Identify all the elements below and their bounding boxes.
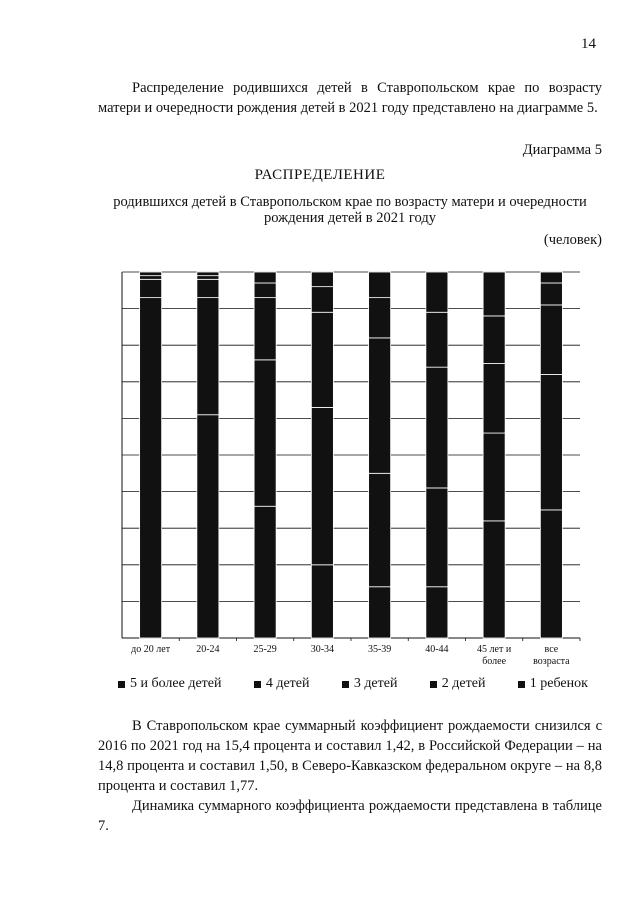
page-number: 14: [581, 36, 596, 52]
bar-segment: [311, 565, 333, 638]
summary-paragraph-table-ref: Динамика суммарного коэффициента рождаемости представлена в таблице 7.: [98, 798, 602, 834]
chart-legend: [118, 676, 588, 692]
x-tick-label: 40-44: [425, 644, 449, 655]
legend-label: 4 детей: [265, 676, 310, 691]
x-tick-label: 35-39: [367, 644, 392, 655]
legend-item: [342, 676, 398, 692]
x-tick-label: возраста: [533, 656, 570, 667]
bar-segment: [311, 407, 333, 564]
bar-segment: [197, 415, 219, 638]
legend-label: 3 детей: [353, 676, 398, 691]
bar-segment: [369, 587, 391, 638]
diagram-label: Диаграмма 5: [522, 142, 602, 158]
x-tick-label: 25-29: [253, 644, 277, 655]
bar-segment: [140, 276, 162, 280]
bar-segment: [426, 272, 448, 312]
bar-segment: [254, 360, 276, 506]
bar-segment: [254, 272, 276, 283]
x-tick-label: 45 лет и: [477, 644, 512, 655]
bar-segment: [483, 272, 505, 316]
legend-swatch-icon: [430, 681, 437, 688]
bar-segment: [483, 364, 505, 434]
bar-segment: [540, 305, 562, 375]
legend-swatch-icon: [342, 681, 349, 688]
legend-item: [118, 676, 222, 692]
bar-segment: [426, 587, 448, 638]
bar-segment: [311, 312, 333, 407]
intro-paragraph: Распределение родившихся детей в Ставропольском крае по возрасту матери и очередности рождения детей в 2021 году представлено на диаграмме 5.: [98, 80, 602, 116]
legend-label: 5 и более детей: [130, 676, 222, 691]
x-tick-label: 20-24: [196, 644, 220, 655]
bar-segment: [197, 276, 219, 280]
bar-segment: [540, 374, 562, 509]
chart-units: (человек): [543, 232, 602, 248]
x-tick-label: 30-34: [310, 644, 335, 655]
bar-segment: [426, 312, 448, 367]
legend-item: [254, 676, 310, 692]
bar-segment: [254, 283, 276, 298]
x-tick-labels: [131, 644, 570, 667]
bar-segment: [369, 473, 391, 586]
bar-segment: [311, 272, 333, 287]
bar-segment: [369, 338, 391, 473]
summary-paragraph: В Ставропольском крае суммарный коэффициент рождаемости снизился с 2016 по 2021 год на 15,4 процента и составил 1,42, в Российской Федерации – на 14,8 процента и составил 1,50, в Северо-Кавказском федеральном округе – на 8,8 процента и составил 1,77.: [98, 718, 602, 794]
bar-segment: [197, 298, 219, 415]
bar-segment: [540, 510, 562, 638]
bar-segment: [140, 272, 162, 276]
legend-label: 2 детей: [441, 676, 486, 691]
stacked-bar-chart: [96, 266, 586, 674]
bar-segment: [369, 298, 391, 338]
bar-segment: [426, 488, 448, 587]
chart-subtitle: родившихся детей в Ставропольском крае по возрасту матери и очередности рождения детей в 2021 году: [113, 194, 587, 226]
bar-segment: [311, 287, 333, 313]
bar-segment: [483, 433, 505, 521]
gridlines: [122, 272, 580, 641]
legend-swatch-icon: [518, 681, 525, 688]
x-tick-label: все: [544, 644, 559, 655]
bar-segment: [540, 283, 562, 305]
bar-segment: [426, 367, 448, 488]
bar-segment: [254, 298, 276, 360]
bar-segment: [140, 298, 162, 638]
chart-title: РАСПРЕДЕЛЕНИЕ: [254, 167, 386, 183]
bar-segment: [197, 272, 219, 276]
bar-segment: [483, 521, 505, 638]
legend-swatch-icon: [254, 681, 261, 688]
bar-segment: [254, 506, 276, 638]
x-tick-label: более: [482, 656, 507, 667]
bar-segment: [483, 316, 505, 364]
bar-segment: [540, 272, 562, 283]
legend-swatch-icon: [118, 681, 125, 688]
x-tick-label: до 20 лет: [131, 644, 171, 655]
legend-item: [430, 676, 486, 692]
bar-segment: [197, 279, 219, 297]
bar-segment: [140, 279, 162, 297]
legend-item: [518, 676, 588, 692]
legend-label: 1 ребенок: [529, 676, 588, 691]
bar-segment: [369, 272, 391, 298]
